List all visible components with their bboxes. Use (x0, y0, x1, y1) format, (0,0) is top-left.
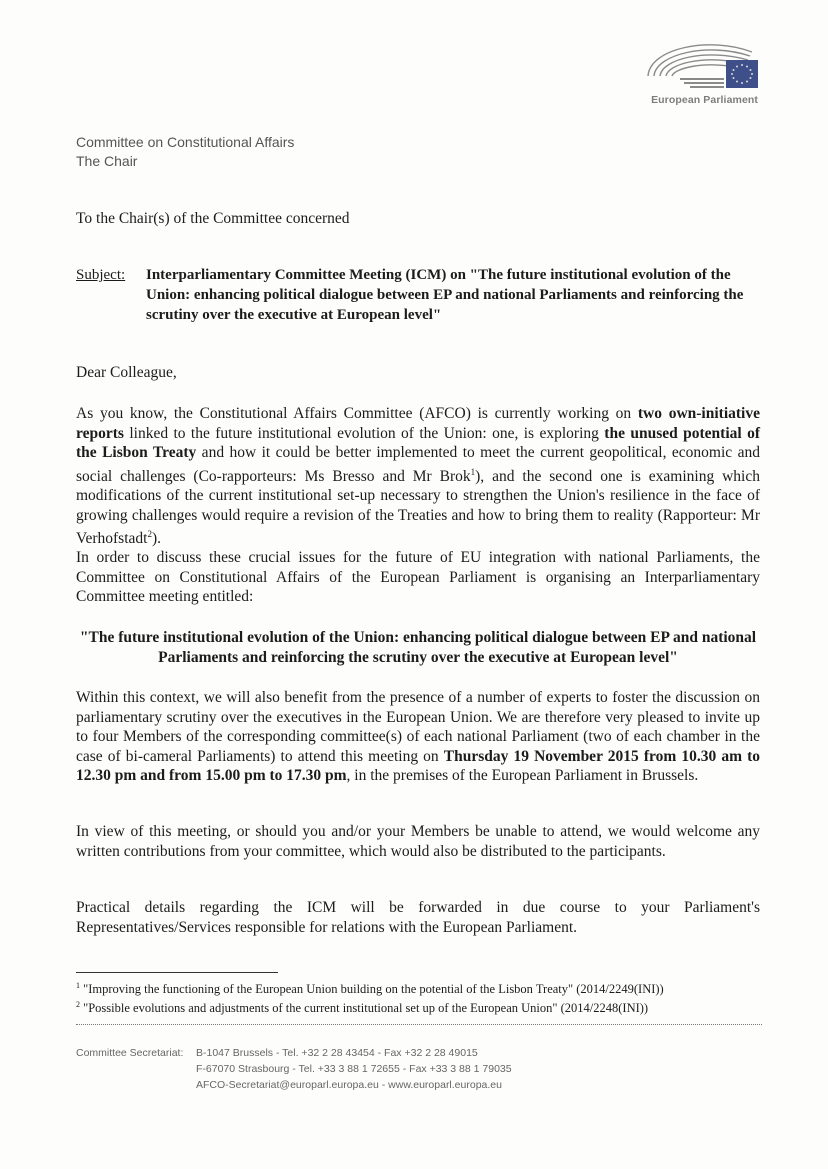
footnote-ref-2: 2 (147, 529, 152, 540)
paragraph-text: Within this context, we will also benefit from the presence of a number of experts to foster the discussion on parliamentary scrutiny over the executives in the European Union. We are therefore very pleased to invite up to four Members of the corresponding committee(s) of each national Parliament (two of each chamber in the case of bi-cameral Parliaments) to attend this meeting on (76, 689, 760, 765)
sender-role: The Chair (76, 153, 138, 169)
paragraph-text: and how it could be better implemented to meet the current geopolitical, economic and social challenges (Co-rapporteurs: Ms Bresso and Mr Brok (76, 444, 760, 485)
paragraph-invitation (76, 688, 760, 786)
subject-label: Subject: (76, 267, 126, 283)
footnote-2 (76, 997, 766, 1016)
footnote-ref-1: 1 (470, 466, 476, 477)
meeting-title: "The future institutional evolution of the Union: enhancing political dialogue between EP and national Parliaments and reinforcing the scrutiny over the executive at European level" (79, 629, 757, 666)
paragraph-contributions: In view of this meeting, or should you and/or your Members be unable to attend, we would welcome any written contributions from your committee, which would also be distributed to the participants. (76, 823, 760, 860)
footnote-divider (76, 972, 278, 973)
sender-committee: Committee on Constitutional Affairs (76, 134, 295, 150)
paragraph-text: ), and the second one is examining which modifications of the current institutional set-up necessary to strengthen the Union's resilience in the face of growing challenges would require a revision of the Treaties and how to bring them to reality (Rapporteur: Mr Verhofstadt (76, 467, 760, 548)
footnote-1 (76, 978, 766, 997)
paragraph-text: , in the premises of the European Parliament in Brussels. (346, 767, 699, 784)
meeting-date-time: Thursday 19 November 2015 from 10.30 am to 12.30 pm and from 15.00 pm to 17.30 pm (76, 747, 760, 784)
recipient-line: To the Chair(s) of the Committee concerned (76, 210, 350, 227)
emphasis-text: the unused potential of the Lisbon Treaty (76, 424, 760, 461)
secretariat-label: Committee Secretariat: (76, 1047, 184, 1059)
sender-block (76, 133, 294, 171)
paragraph-own-initiative-reports (76, 404, 760, 549)
secretariat-brussels: B-1047 Brussels - Tel. +32 2 28 43454 - Fax +32 2 28 49015 (196, 1047, 478, 1059)
footnote-number: 1 (76, 981, 80, 990)
footnote-text: "Improving the functioning of the European Union building on the potential of the Lisbon Treaty" (2014/2249(INI)) (83, 982, 664, 997)
paragraph-practical-details: Practical details regarding the ICM will be forwarded in due course to your Parliament's Representatives/Services responsible for relations with the European Parliament. (76, 899, 760, 936)
secretariat-strasbourg: F-67070 Strasbourg - Tel. +33 3 88 1 72655 - Fax +33 3 88 1 79035 (196, 1063, 512, 1075)
paragraph-text: As you know, the Constitutional Affairs Committee (AFCO) is currently working on (76, 405, 638, 422)
secretariat-contacts (196, 1045, 512, 1093)
footnote-number: 2 (76, 1000, 80, 1010)
subject-block (76, 265, 766, 325)
subject-text: Interparliamentary Committee Meeting (ICM) on "The future institutional evolution of the Union: enhancing political dialogue between EP and national Parliaments and reinforcing the scrutiny over the executive at European level" (146, 267, 744, 323)
paragraph-text: linked to the future institutional evolution of the Union: one, is exploring (123, 424, 605, 442)
salutation: Dear Colleague, (76, 364, 177, 381)
emphasis-text: two own-initiative reports (76, 405, 760, 442)
footer-divider (76, 1024, 762, 1025)
secretariat-email-web: AFCO-Secretariat@europarl.europa.eu - www.europarl.europa.eu (196, 1079, 502, 1091)
footnotes (76, 978, 766, 1016)
footnote-text: "Possible evolutions and adjustments of the current institutional set up of the European Union" (2014/2248(INI)) (83, 1001, 649, 1016)
paragraph-text: ). (151, 530, 161, 548)
paragraph-meeting-intro: In order to discuss these crucial issues for the future of EU integration with national Parliaments, the Committee on Constitutional Affairs of the European Parliament is organising an Interparliamentary Committee meeting entitled: (76, 549, 760, 605)
logo-text: European Parliament (651, 94, 758, 106)
